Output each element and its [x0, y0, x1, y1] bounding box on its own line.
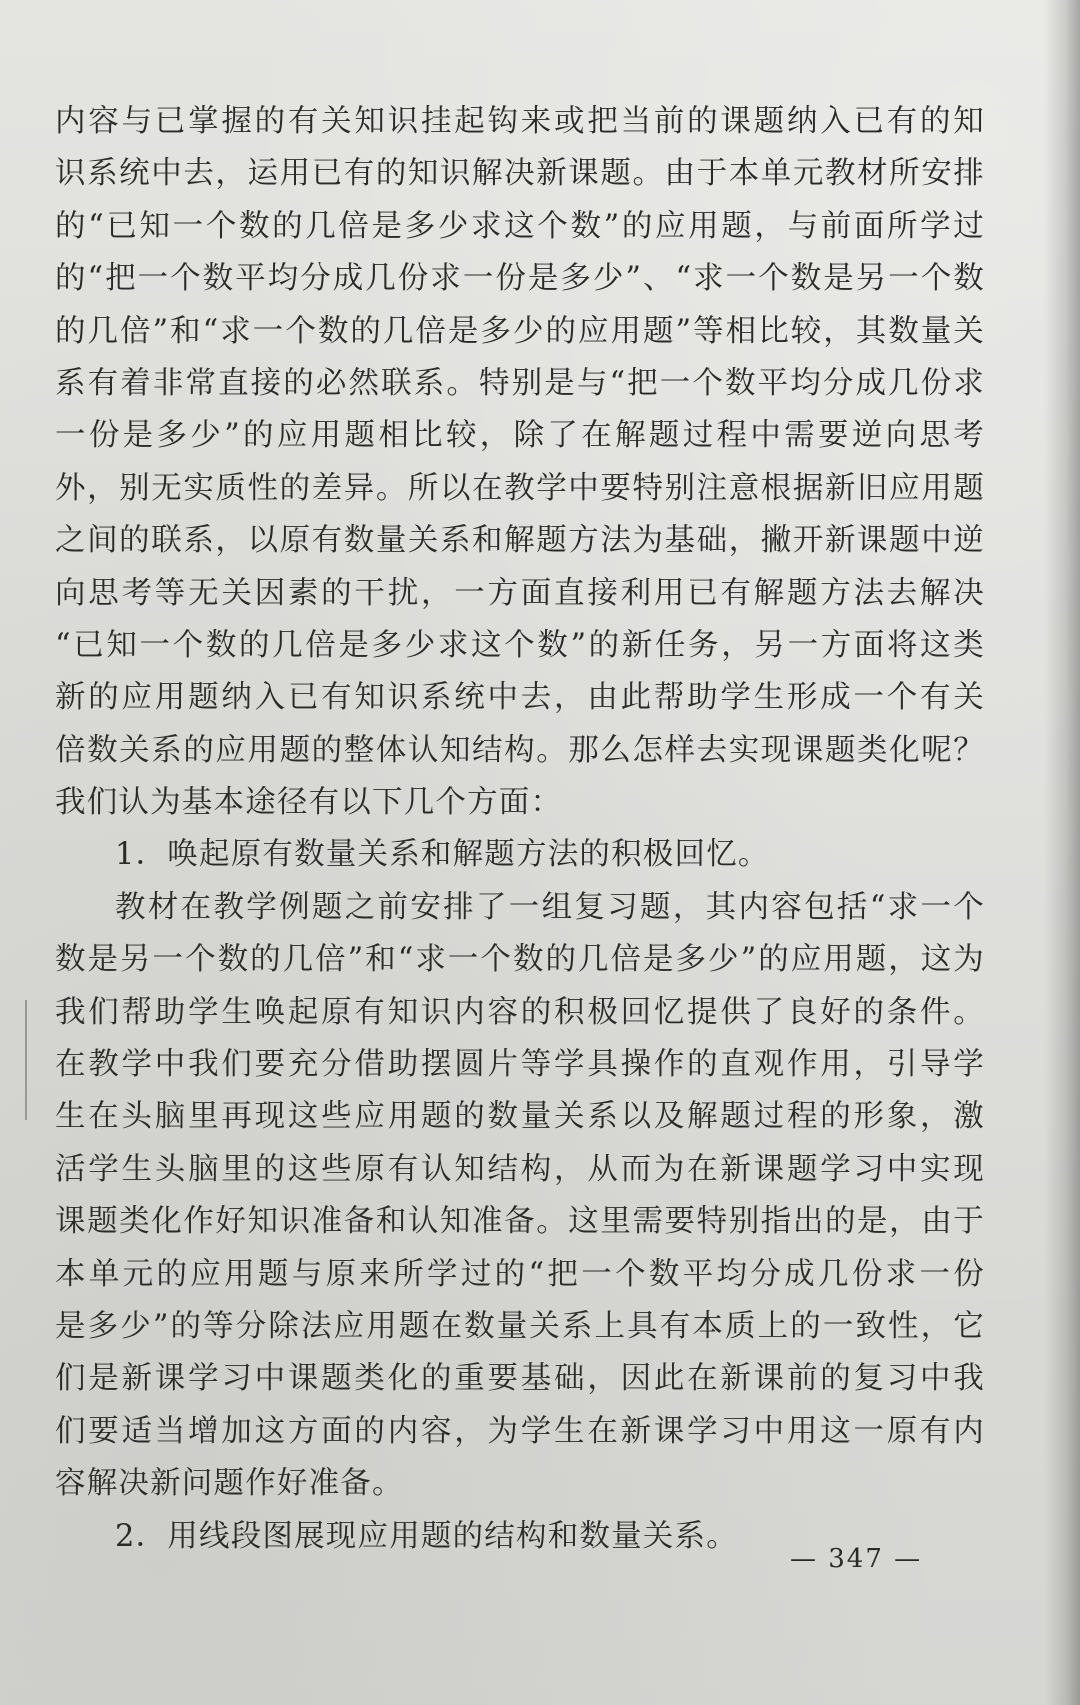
text-line: 的“把一个数平均分成几份求一份是多少”、“求一个数是另一个数 — [55, 261, 985, 297]
text-line: 的“已知一个数的几倍是多少求这个数”的应用题，与前面所学过 — [55, 208, 985, 244]
text-line: 本单元的应用题与原来所学过的“把一个数平均分成几份求一份 — [55, 1256, 985, 1292]
text-line: 数是另一个数的几倍”和“求一个数的几倍是多少”的应用题，这为 — [55, 942, 985, 978]
text-line: 内容与已掌握的有关知识挂起钩来或把当前的课题纳入已有的知 — [55, 104, 985, 139]
text-line: 识系统中去，运用已有的知识解决新课题。由于本单元教材所安排 — [55, 156, 985, 192]
text-line: 一份是多少”的应用题相比较，除了在解题过程中需要逆向思考 — [55, 418, 985, 454]
text-line: 系有着非常直接的必然联系。特别是与“把一个数平均分成几份求 — [55, 365, 985, 401]
text-line: 我们帮助学生唤起原有知识内容的积极回忆提供了良好的条件。 — [55, 994, 985, 1030]
text-line: 们要适当增加这方面的内容，为学生在新课学习中用这一原有内 — [55, 1413, 985, 1449]
section-heading-2: 2．用线段图展现应用题的结构和数量关系。 — [115, 1518, 738, 1554]
body-text — [55, 96, 985, 1563]
text-line: 向思考等无关因素的干扰，一方面直接利用已有解题方法去解决 — [55, 575, 985, 611]
text-line: 们是新课学习中课题类化的重要基础，因此在新课前的复习中我 — [55, 1361, 985, 1397]
text-line: 生在头脑里再现这些应用题的数量关系以及解题过程的形象，激 — [55, 1099, 985, 1135]
text-line: 之间的联系，以原有数量关系和解题方法为基础，撇开新课题中逆 — [55, 523, 985, 559]
text-line: 在教学中我们要充分借助摆圆片等学具操作的直观作用，引导学 — [55, 1047, 985, 1083]
page-spine-shadow — [1044, 0, 1080, 1705]
text-line: 的几倍”和“求一个数的几倍是多少的应用题”等相比较，其数量关 — [55, 313, 985, 349]
text-line: 活学生头脑里的这些原有认知结构，从而为在新课题学习中实现 — [55, 1151, 985, 1187]
page-number: — 347 — — [790, 1544, 923, 1574]
paragraph-first-line: 教材在教学例题之前安排了一组复习题，其内容包括“求一个 — [115, 889, 985, 925]
text-line: 是多少”的等分除法应用题在数量关系上具有本质上的一致性，它 — [55, 1308, 985, 1344]
text-line: 课题类化作好知识准备和认知准备。这里需要特别指出的是，由于 — [55, 1204, 985, 1240]
text-line: 外，别无实质性的差异。所以在教学中要特别注意根据新旧应用题 — [55, 470, 985, 506]
margin-pencil-mark — [25, 1000, 27, 1120]
text-line: 倍数关系的应用题的整体认知结构。那么怎样去实现课题类化呢？ — [55, 732, 985, 768]
text-line: 容解决新问题作好准备。 — [55, 1466, 404, 1502]
section-heading-1: 1．唤起原有数量关系和解题方法的积极回忆。 — [115, 837, 770, 873]
text-line: 新的应用题纳入已有知识系统中去，由此帮助学生形成一个有关 — [55, 680, 985, 716]
text-line: “已知一个数的几倍是多少求这个数”的新任务，另一方面将这类 — [55, 627, 985, 663]
text-line: 我们认为基本途径有以下几个方面： — [55, 785, 563, 821]
